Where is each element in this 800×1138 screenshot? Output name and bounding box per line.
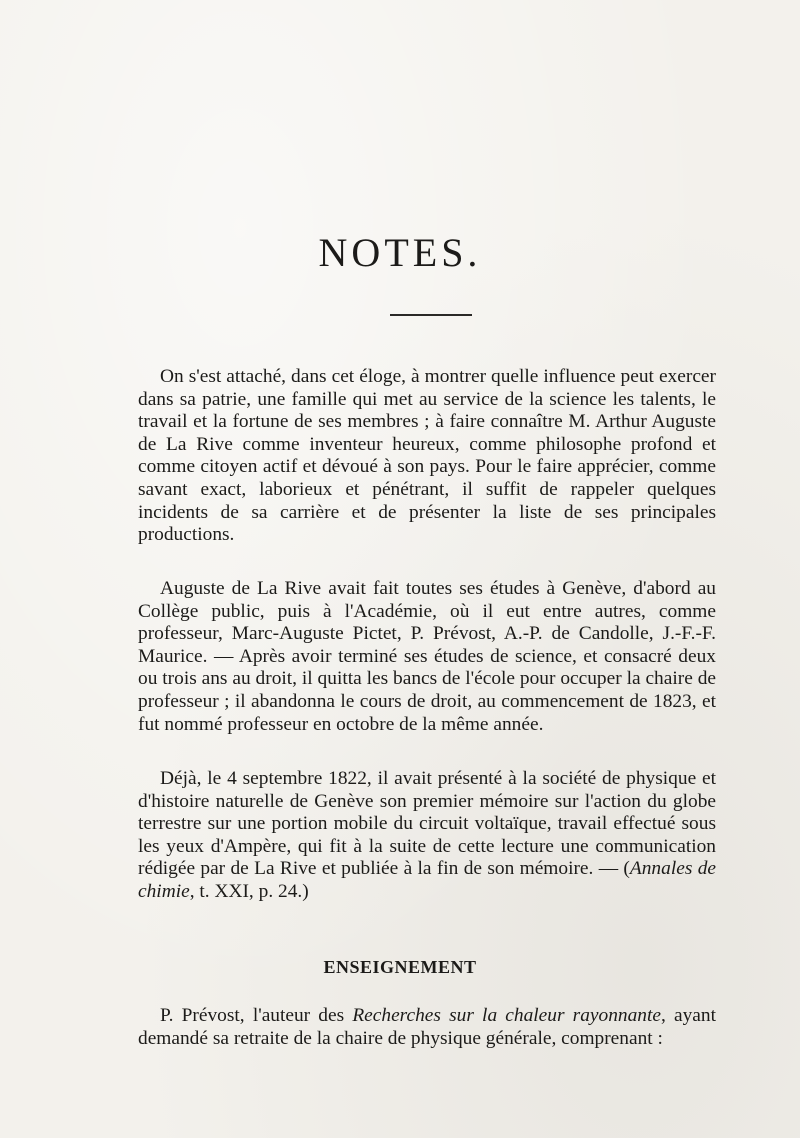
paragraph-2-block — [138, 578, 716, 758]
paragraph-1-block — [138, 366, 716, 569]
paragraph-4-block — [138, 1005, 716, 1072]
paragraph-3-block — [138, 768, 716, 926]
journal-title: Annales de chimie — [138, 858, 716, 902]
paragraph-3-text: Déjà, le 4 septembre 1822, il avait présenté à la société de physique et d'histoire naturelle de Genève son premier mémoire sur l'action du globe terrestre sur une portion mobile du circuit voltaïque, travail effectué sous les yeux d'Ampère, qui fit à la suite de cette lecture une communication rédigée par de La Rive et publiée à la fin de son mémoire. — ( — [138, 768, 716, 880]
paragraph-4 — [138, 1005, 716, 1050]
page-title: NOTES. — [318, 230, 482, 275]
book-title: Recherches sur la chaleur rayonnante — [352, 1005, 661, 1026]
paragraph-2: Auguste de La Rive avait fait toutes ses études à Genève, d'abord au Collège public, puis à l'Académie, où il eut entre autres, comme professeur, Marc-Auguste Pictet, P. Prévost, A.-P. de Candolle, J.-F.-F. Maurice. — Après avoir terminé ses études de science, et consacré deux ou trois ans au droit, il quitta les bancs de l'école pour occuper la chaire de professeur ; il abandonna le cours de droit, au commencement de 1823, et fut nommé professeur en octobre de la même année. — [138, 578, 716, 735]
title-divider — [390, 314, 472, 316]
paragraph-4-end: , ayant demandé sa retraite de la chaire de physique générale, comprenant : — [138, 1005, 716, 1049]
citation-end: , t. XXI, p. 24.) — [189, 880, 309, 902]
paragraph-4-start: P. Prévost, l'auteur des — [160, 1005, 353, 1026]
paragraph-3 — [138, 768, 716, 904]
paragraph-1: On s'est attaché, dans cet éloge, à montrer quelle influence peut exercer dans sa patrie, une famille qui met au service de la science les talents, le travail et la fortune de ses membres ; à faire connaître M. Arthur Auguste de La Rive comme inventeur heureux, comme philosophe profond et comme citoyen actif et dévoué à son pays. Pour le faire apprécier, comme savant exact, laborieux et pénétrant, il suffit de rappeler quelques incidents de sa carrière et de présenter la liste de ses principales productions. — [138, 366, 716, 546]
section-heading: ENSEIGNEMENT — [323, 957, 477, 977]
